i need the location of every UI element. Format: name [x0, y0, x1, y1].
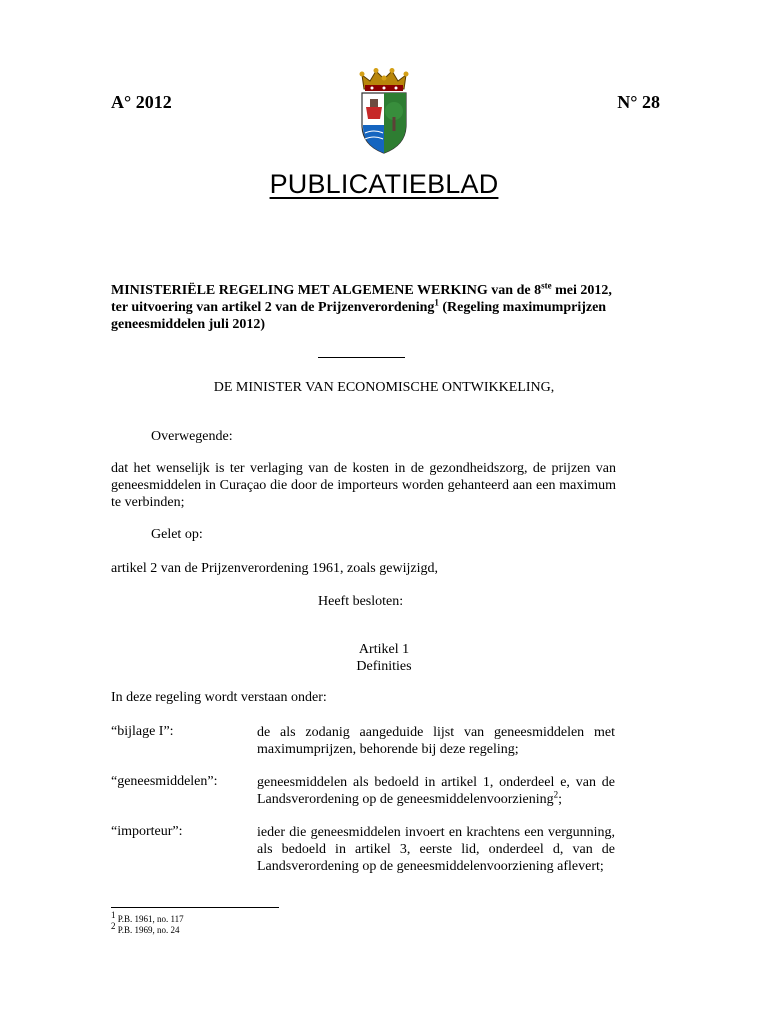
definition-text: geneesmiddelen als bedoeld in artikel 1, onderdeel e, van de Landsverordening op de geneesmiddelenvoorziening$^2$; [257, 775, 615, 807]
regulation-heading: MINISTERIËLE REGELING MET ALGEMENE WERKING van de 8ste mei 2012, ter uitvoering van artikel 2 van de Prijzenverordening$^1$ (Regeling maximumprijzen geneesmiddelen juli 2012) [111, 280, 612, 332]
page-title: PUBLICATIEBLAD [269, 169, 499, 199]
definition-text: de als zodanig aangeduide lijst van geneesmiddelen met maximumprijzen, behorende bij deze regeling; [257, 725, 615, 757]
footnote: $^1$ P.B. 1961, no. 117 [111, 910, 184, 924]
article-title: Definities [356, 659, 412, 674]
legal-basis-paragraph: artikel 2 van de Prijzenverordening 1961, zoals gewijzigd, [111, 561, 438, 576]
publication-number: N° 28 [617, 92, 660, 112]
decision-label: Heeft besloten: [318, 594, 404, 609]
minister-heading: DE MINISTER VAN ECONOMISCHE ONTWIKKELING, [213, 380, 555, 395]
article-heading [0, 641, 768, 675]
definition-text: ieder die geneesmiddelen invoert en krachtens een vergunning, als bedoeld in artikel 3, eerste lid, onderdeel d, van de Landsverordening op de geneesmiddelenvoorziening aflevert; [257, 825, 615, 874]
footnote: $^2$ P.B. 1969, no. 24 [111, 921, 180, 935]
consideration-paragraph: dat het wenselijk is ter verlaging van de kosten in de gezondheidszorg, de prijzen van geneesmiddelen in Curaçao die door de importeurs worden gehanteerd aan een maximum te verbinden; [111, 461, 616, 510]
definitions-intro: In deze regeling wordt verstaan onder: [111, 690, 327, 705]
footnote-divider [111, 907, 279, 908]
publication-year: A° 2012 [111, 92, 172, 112]
gelet-label: Gelet op: [151, 527, 203, 542]
definition-term: “bijlage I”: [111, 724, 174, 739]
section-divider [318, 357, 405, 358]
coat-of-arms-icon [356, 67, 412, 155]
overwegende-label: Overwegende: [151, 429, 233, 444]
article-number: Artikel 1 [358, 642, 410, 657]
definition-term: “importeur”: [111, 824, 183, 839]
definition-term: “geneesmiddelen”: [111, 774, 218, 789]
